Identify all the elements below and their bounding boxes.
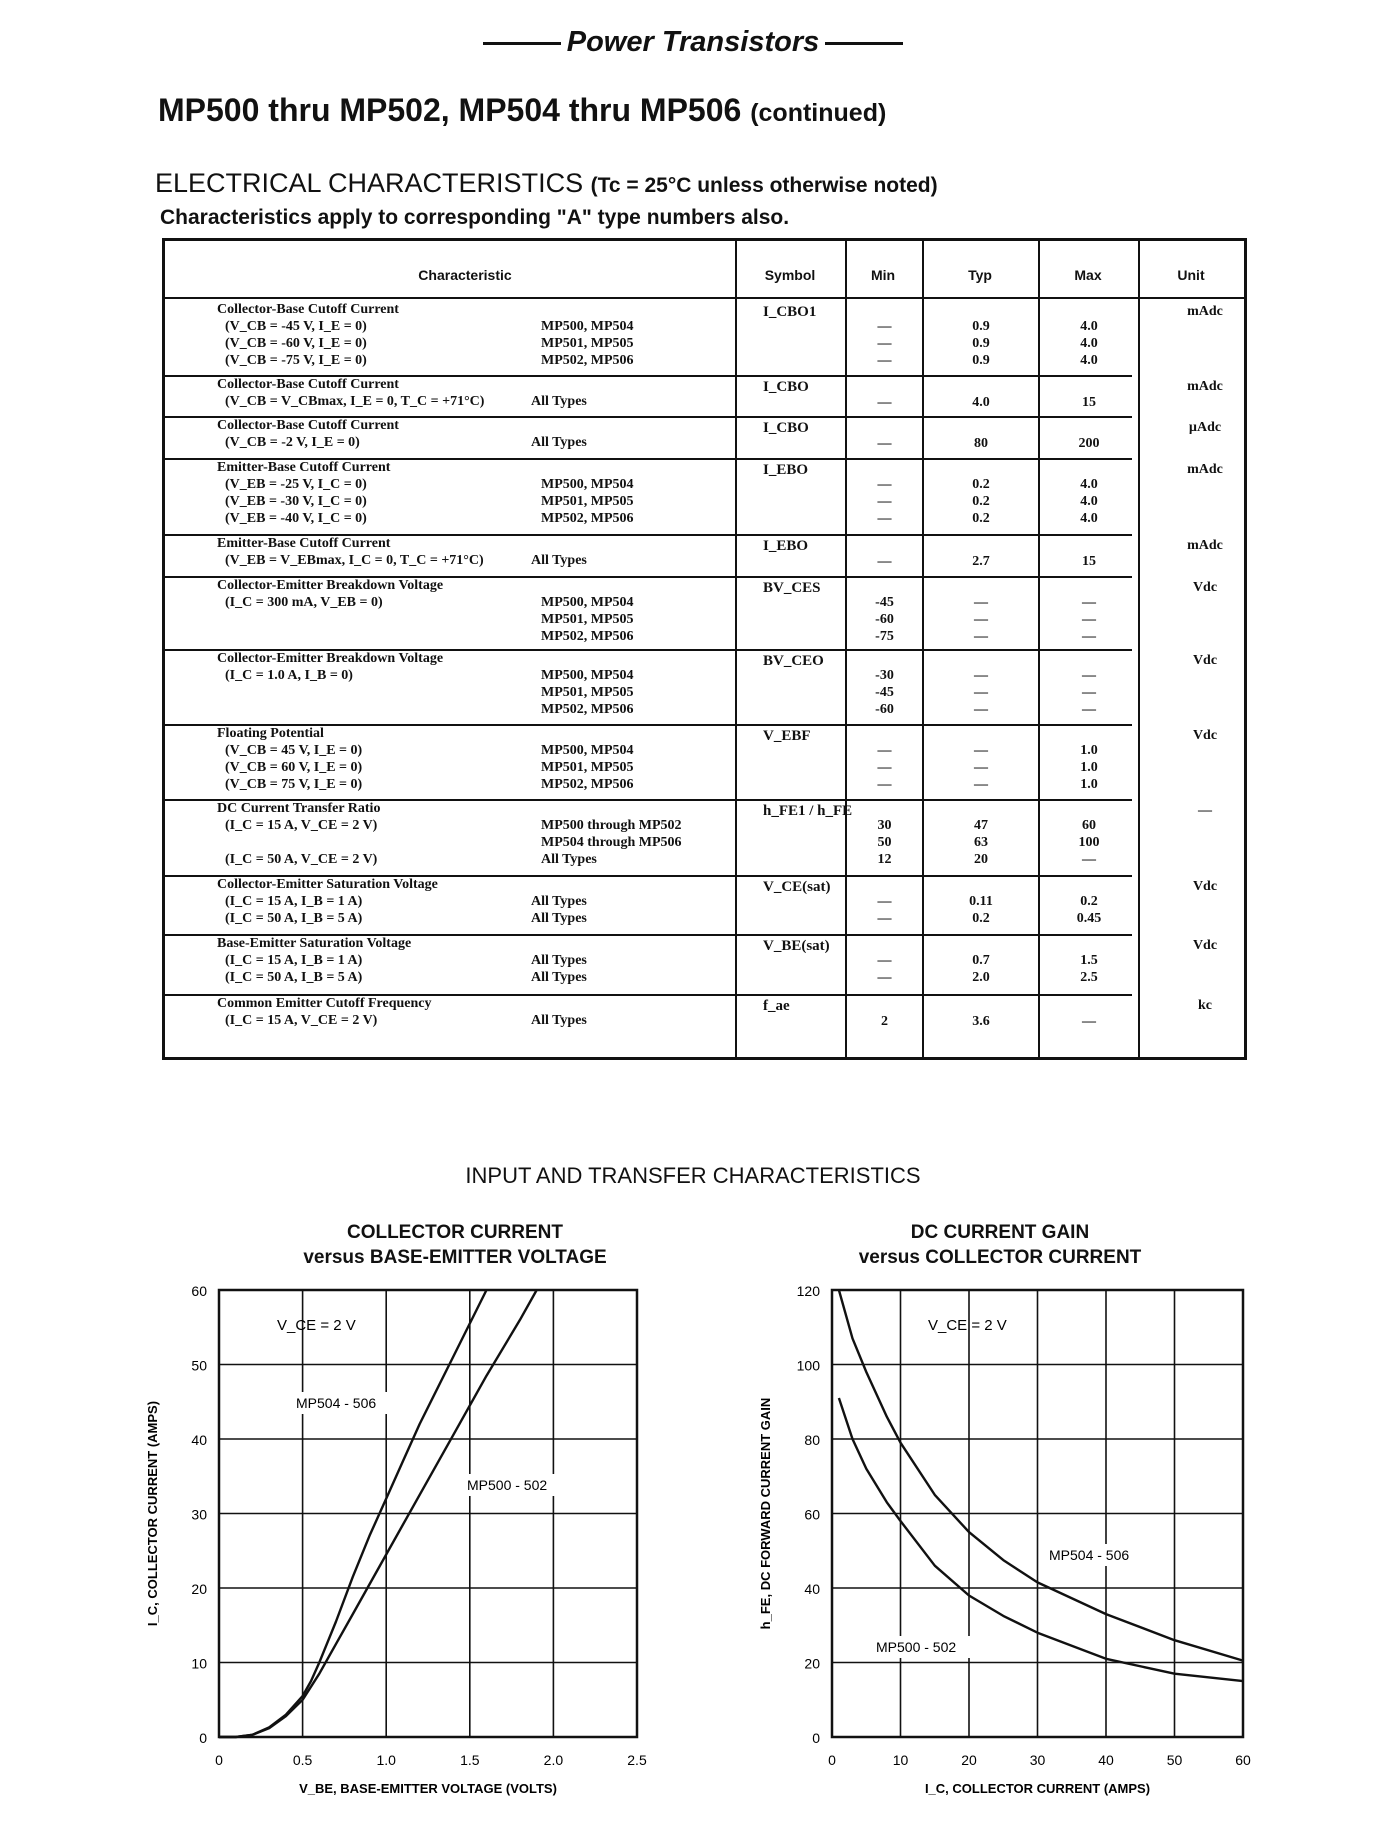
row-conditions: (I_C = 15 A, I_B = 1 A) (I_C = 50 A, I_B = 5 A) xyxy=(225,953,363,985)
series-label: MP500 - 502 xyxy=(876,1639,957,1655)
column-header: Min xyxy=(870,267,896,283)
row-max: — — — xyxy=(1082,668,1096,717)
row-characteristic: Emitter-Base Cutoff Current xyxy=(217,536,391,551)
row-conditions: (V_CB = -45 V, I_E = 0) (V_CB = -60 V, I_E = 0) (V_CB = -75 V, I_E = 0) xyxy=(225,319,367,368)
row-symbol: V_BE(sat) xyxy=(763,938,830,954)
row-min: — xyxy=(877,554,892,569)
row-symbol: BV_CEO xyxy=(763,653,824,669)
row-characteristic: DC Current Transfer Ratio xyxy=(217,801,381,816)
row-max: 1.5 2.5 xyxy=(1080,953,1098,985)
row-typ: — — — xyxy=(974,595,988,644)
x-axis-label: I_C, COLLECTOR CURRENT (AMPS) xyxy=(924,1781,1151,1796)
chart-2-title-text: DC CURRENT GAIN xyxy=(910,1222,1090,1243)
y-tick-label: 60 xyxy=(804,1506,820,1523)
row-types: MP500 through MP502 MP504 through MP506 All Types xyxy=(541,818,682,867)
electrical-title-text: ELECTRICAL CHARACTERISTICS xyxy=(155,168,584,198)
row-min: — — xyxy=(877,894,892,926)
continued-label: (continued) xyxy=(750,99,887,127)
row-typ: 47 63 20 xyxy=(974,818,988,867)
row-typ: 0.2 0.2 0.2 xyxy=(972,477,990,526)
row-max: 1.0 1.0 1.0 xyxy=(1080,743,1098,792)
row-conditions: (I_C = 15 A, I_B = 1 A) (I_C = 50 A, I_B = 5 A) xyxy=(225,894,363,926)
row-characteristic: Collector-Emitter Breakdown Voltage xyxy=(217,651,444,666)
y-tick-label: 80 xyxy=(804,1432,820,1448)
row-unit: mAdc xyxy=(1187,538,1223,553)
column-header: Unit xyxy=(1177,267,1205,283)
row-symbol: I_CBO xyxy=(763,379,809,395)
row-characteristic: Common Emitter Cutoff Frequency xyxy=(217,996,432,1011)
row-min: — — — xyxy=(877,743,892,792)
electrical-note: Characteristics apply to corresponding "A" type numbers also. xyxy=(160,206,790,229)
x-tick-label: 0.5 xyxy=(292,1752,313,1768)
row-min: — xyxy=(877,436,892,451)
x-tick-label: 20 xyxy=(961,1752,977,1768)
row-conditions: (I_C = 15 A, V_CE = 2 V) xyxy=(225,1013,378,1028)
row-conditions: (V_EB = -25 V, I_C = 0) (V_EB = -30 V, I_C = 0) (V_EB = -40 V, I_C = 0) xyxy=(225,477,367,526)
chart-1-plot xyxy=(145,1283,647,1796)
row-min: — — xyxy=(877,953,892,985)
row-min: 30 50 12 xyxy=(877,818,892,867)
section-title-text: Power Transistors xyxy=(566,26,820,58)
row-conditions: (I_C = 15 A, V_CE = 2 V) (I_C = 50 A, V_CE = 2 V) xyxy=(225,818,378,867)
y-axis-label: I_C, COLLECTOR CURRENT (AMPS) xyxy=(145,1400,160,1627)
series-label: MP504 - 506 xyxy=(296,1395,377,1411)
row-conditions: (I_C = 1.0 A, I_B = 0) xyxy=(225,668,353,683)
row-symbol: I_CBO1 xyxy=(763,304,817,320)
row-typ: 3.6 xyxy=(972,1014,990,1029)
vce-annotation: V_CE = 2 V xyxy=(277,1317,356,1334)
row-types: All Types xyxy=(531,553,587,568)
row-types: MP500, MP504 MP501, MP505 MP502, MP506 xyxy=(541,743,634,792)
x-tick-label: 60 xyxy=(1235,1752,1251,1768)
row-types: MP500, MP504 MP501, MP505 MP502, MP506 xyxy=(541,319,634,368)
row-conditions: (V_EB = V_EBmax, I_C = 0, T_C = +71°C) xyxy=(225,553,484,568)
y-tick-label: 0 xyxy=(812,1730,820,1746)
x-tick-label: 2.0 xyxy=(543,1752,564,1768)
row-symbol: I_EBO xyxy=(763,462,809,478)
row-min: — xyxy=(877,395,892,410)
row-symbol: h_FE1 / h_FE xyxy=(763,803,853,819)
y-tick-label: 40 xyxy=(804,1581,820,1597)
y-tick-label: 50 xyxy=(191,1357,207,1374)
row-max: — — — xyxy=(1082,595,1096,644)
row-characteristic: Collector-Base Cutoff Current xyxy=(217,377,399,392)
part-title: MP500 thru MP502, MP504 thru MP506 xyxy=(158,92,742,128)
row-types: All Types All Types xyxy=(531,894,587,926)
row-max: 60 100 — xyxy=(1078,818,1100,867)
x-tick-label: 2.5 xyxy=(627,1752,647,1768)
row-unit: Vdc xyxy=(1192,938,1218,953)
row-max: 4.0 4.0 4.0 xyxy=(1080,477,1098,526)
x-tick-label: 40 xyxy=(1098,1752,1114,1768)
row-characteristic: Collector-Emitter Saturation Voltage xyxy=(217,877,438,892)
x-tick-label: 1.5 xyxy=(460,1752,480,1768)
row-symbol: V_EBF xyxy=(763,728,811,744)
y-tick-label: 20 xyxy=(191,1581,207,1597)
row-conditions: (V_CB = 45 V, I_E = 0) (V_CB = 60 V, I_E = 0) (V_CB = 75 V, I_E = 0) xyxy=(225,743,363,792)
chart-1-title-text: COLLECTOR CURRENT xyxy=(346,1222,564,1243)
row-symbol: BV_CES xyxy=(763,580,821,596)
row-typ: 0.7 2.0 xyxy=(972,953,990,985)
vce-annotation: V_CE = 2 V xyxy=(928,1317,1007,1334)
x-tick-label: 1.0 xyxy=(376,1752,396,1768)
row-unit: Vdc xyxy=(1192,580,1218,595)
row-max: — xyxy=(1082,1014,1096,1029)
y-axis-label: h_FE, DC FORWARD CURRENT GAIN xyxy=(758,1397,773,1630)
y-tick-label: 40 xyxy=(191,1432,207,1448)
row-characteristic: Floating Potential xyxy=(217,726,324,741)
row-characteristic: Collector-Emitter Breakdown Voltage xyxy=(217,578,444,593)
row-symbol: f_ae xyxy=(763,998,790,1014)
row-types: MP500, MP504 MP501, MP505 MP502, MP506 xyxy=(541,668,634,717)
row-min: -30 -45 -60 xyxy=(875,668,894,717)
row-unit: — xyxy=(1198,803,1212,818)
row-conditions: (V_CB = V_CBmax, I_E = 0, T_C = +71°C) xyxy=(225,394,485,409)
row-typ: — — — xyxy=(974,743,988,792)
row-conditions: (V_CB = -2 V, I_E = 0) xyxy=(225,435,360,450)
row-max: 15 xyxy=(1082,395,1096,410)
row-max: 0.2 0.45 xyxy=(1076,894,1102,926)
row-symbol: I_CBO xyxy=(763,420,809,436)
y-tick-label: 20 xyxy=(804,1655,820,1672)
row-symbol: I_EBO xyxy=(763,538,809,554)
row-characteristic: Collector-Base Cutoff Current xyxy=(217,418,399,433)
row-characteristic: Collector-Base Cutoff Current xyxy=(217,302,399,317)
row-typ: 80 xyxy=(974,436,988,451)
row-typ: 2.7 xyxy=(972,554,990,569)
row-typ: 0.11 0.2 xyxy=(969,894,993,926)
row-min: -45 -60 -75 xyxy=(875,595,894,644)
row-unit: µAdc xyxy=(1188,420,1222,435)
row-conditions: (I_C = 300 mA, V_EB = 0) xyxy=(225,595,383,610)
row-unit: Vdc xyxy=(1192,653,1218,668)
series-label: MP500 - 502 xyxy=(467,1477,548,1493)
row-typ: 4.0 xyxy=(972,395,990,410)
row-characteristic: Base-Emitter Saturation Voltage xyxy=(217,936,412,951)
column-header: Symbol xyxy=(764,267,816,283)
electrical-condition: (Tc = 25°C unless otherwise noted) xyxy=(590,174,938,197)
chart-2-subtitle: versus COLLECTOR CURRENT xyxy=(858,1247,1142,1268)
row-types: All Types xyxy=(531,435,587,450)
x-tick-label: 0 xyxy=(215,1752,223,1768)
row-types: All Types xyxy=(531,1013,587,1028)
row-max: 15 xyxy=(1082,554,1096,569)
chart-1-subtitle: versus BASE-EMITTER VOLTAGE xyxy=(303,1247,607,1268)
row-unit: kc xyxy=(1198,998,1212,1013)
charts-heading: INPUT AND TRANSFER CHARACTERISTICS xyxy=(465,1163,921,1188)
row-max: 200 xyxy=(1078,436,1100,451)
x-tick-label: 0 xyxy=(828,1752,836,1768)
chart-2-plot xyxy=(758,1283,1251,1796)
row-types: MP500, MP504 MP501, MP505 MP502, MP506 xyxy=(541,595,634,644)
row-unit: mAdc xyxy=(1187,462,1223,477)
row-unit: Vdc xyxy=(1192,879,1218,894)
row-typ: — — — xyxy=(974,668,988,717)
y-tick-label: 120 xyxy=(796,1283,820,1299)
column-header: Characteristic xyxy=(418,267,512,283)
row-unit: mAdc xyxy=(1187,379,1223,394)
row-types: MP500, MP504 MP501, MP505 MP502, MP506 xyxy=(541,477,634,526)
row-types: All Types All Types xyxy=(531,953,587,985)
row-min: — — — xyxy=(877,477,892,526)
column-header: Typ xyxy=(968,267,992,283)
y-tick-label: 0 xyxy=(199,1730,207,1746)
row-typ: 0.9 0.9 0.9 xyxy=(972,319,990,368)
y-tick-label: 10 xyxy=(191,1655,207,1672)
column-header: Max xyxy=(1074,267,1102,283)
x-tick-label: 10 xyxy=(892,1752,909,1768)
y-tick-label: 100 xyxy=(796,1357,820,1374)
row-min: 2 xyxy=(881,1014,888,1029)
x-tick-label: 30 xyxy=(1029,1752,1046,1768)
y-tick-label: 30 xyxy=(191,1506,207,1523)
series-line xyxy=(839,1290,1243,1661)
row-unit: mAdc xyxy=(1187,304,1223,319)
row-min: — — — xyxy=(877,319,892,368)
x-tick-label: 50 xyxy=(1166,1752,1183,1768)
y-tick-label: 60 xyxy=(191,1283,207,1299)
row-characteristic: Emitter-Base Cutoff Current xyxy=(217,460,391,475)
row-symbol: V_CE(sat) xyxy=(763,879,831,895)
series-label: MP504 - 506 xyxy=(1049,1547,1130,1563)
row-types: All Types xyxy=(531,394,587,409)
row-unit: Vdc xyxy=(1192,728,1218,743)
row-max: 4.0 4.0 4.0 xyxy=(1080,319,1098,368)
x-axis-label: V_BE, BASE-EMITTER VOLTAGE (VOLTS) xyxy=(299,1781,557,1796)
